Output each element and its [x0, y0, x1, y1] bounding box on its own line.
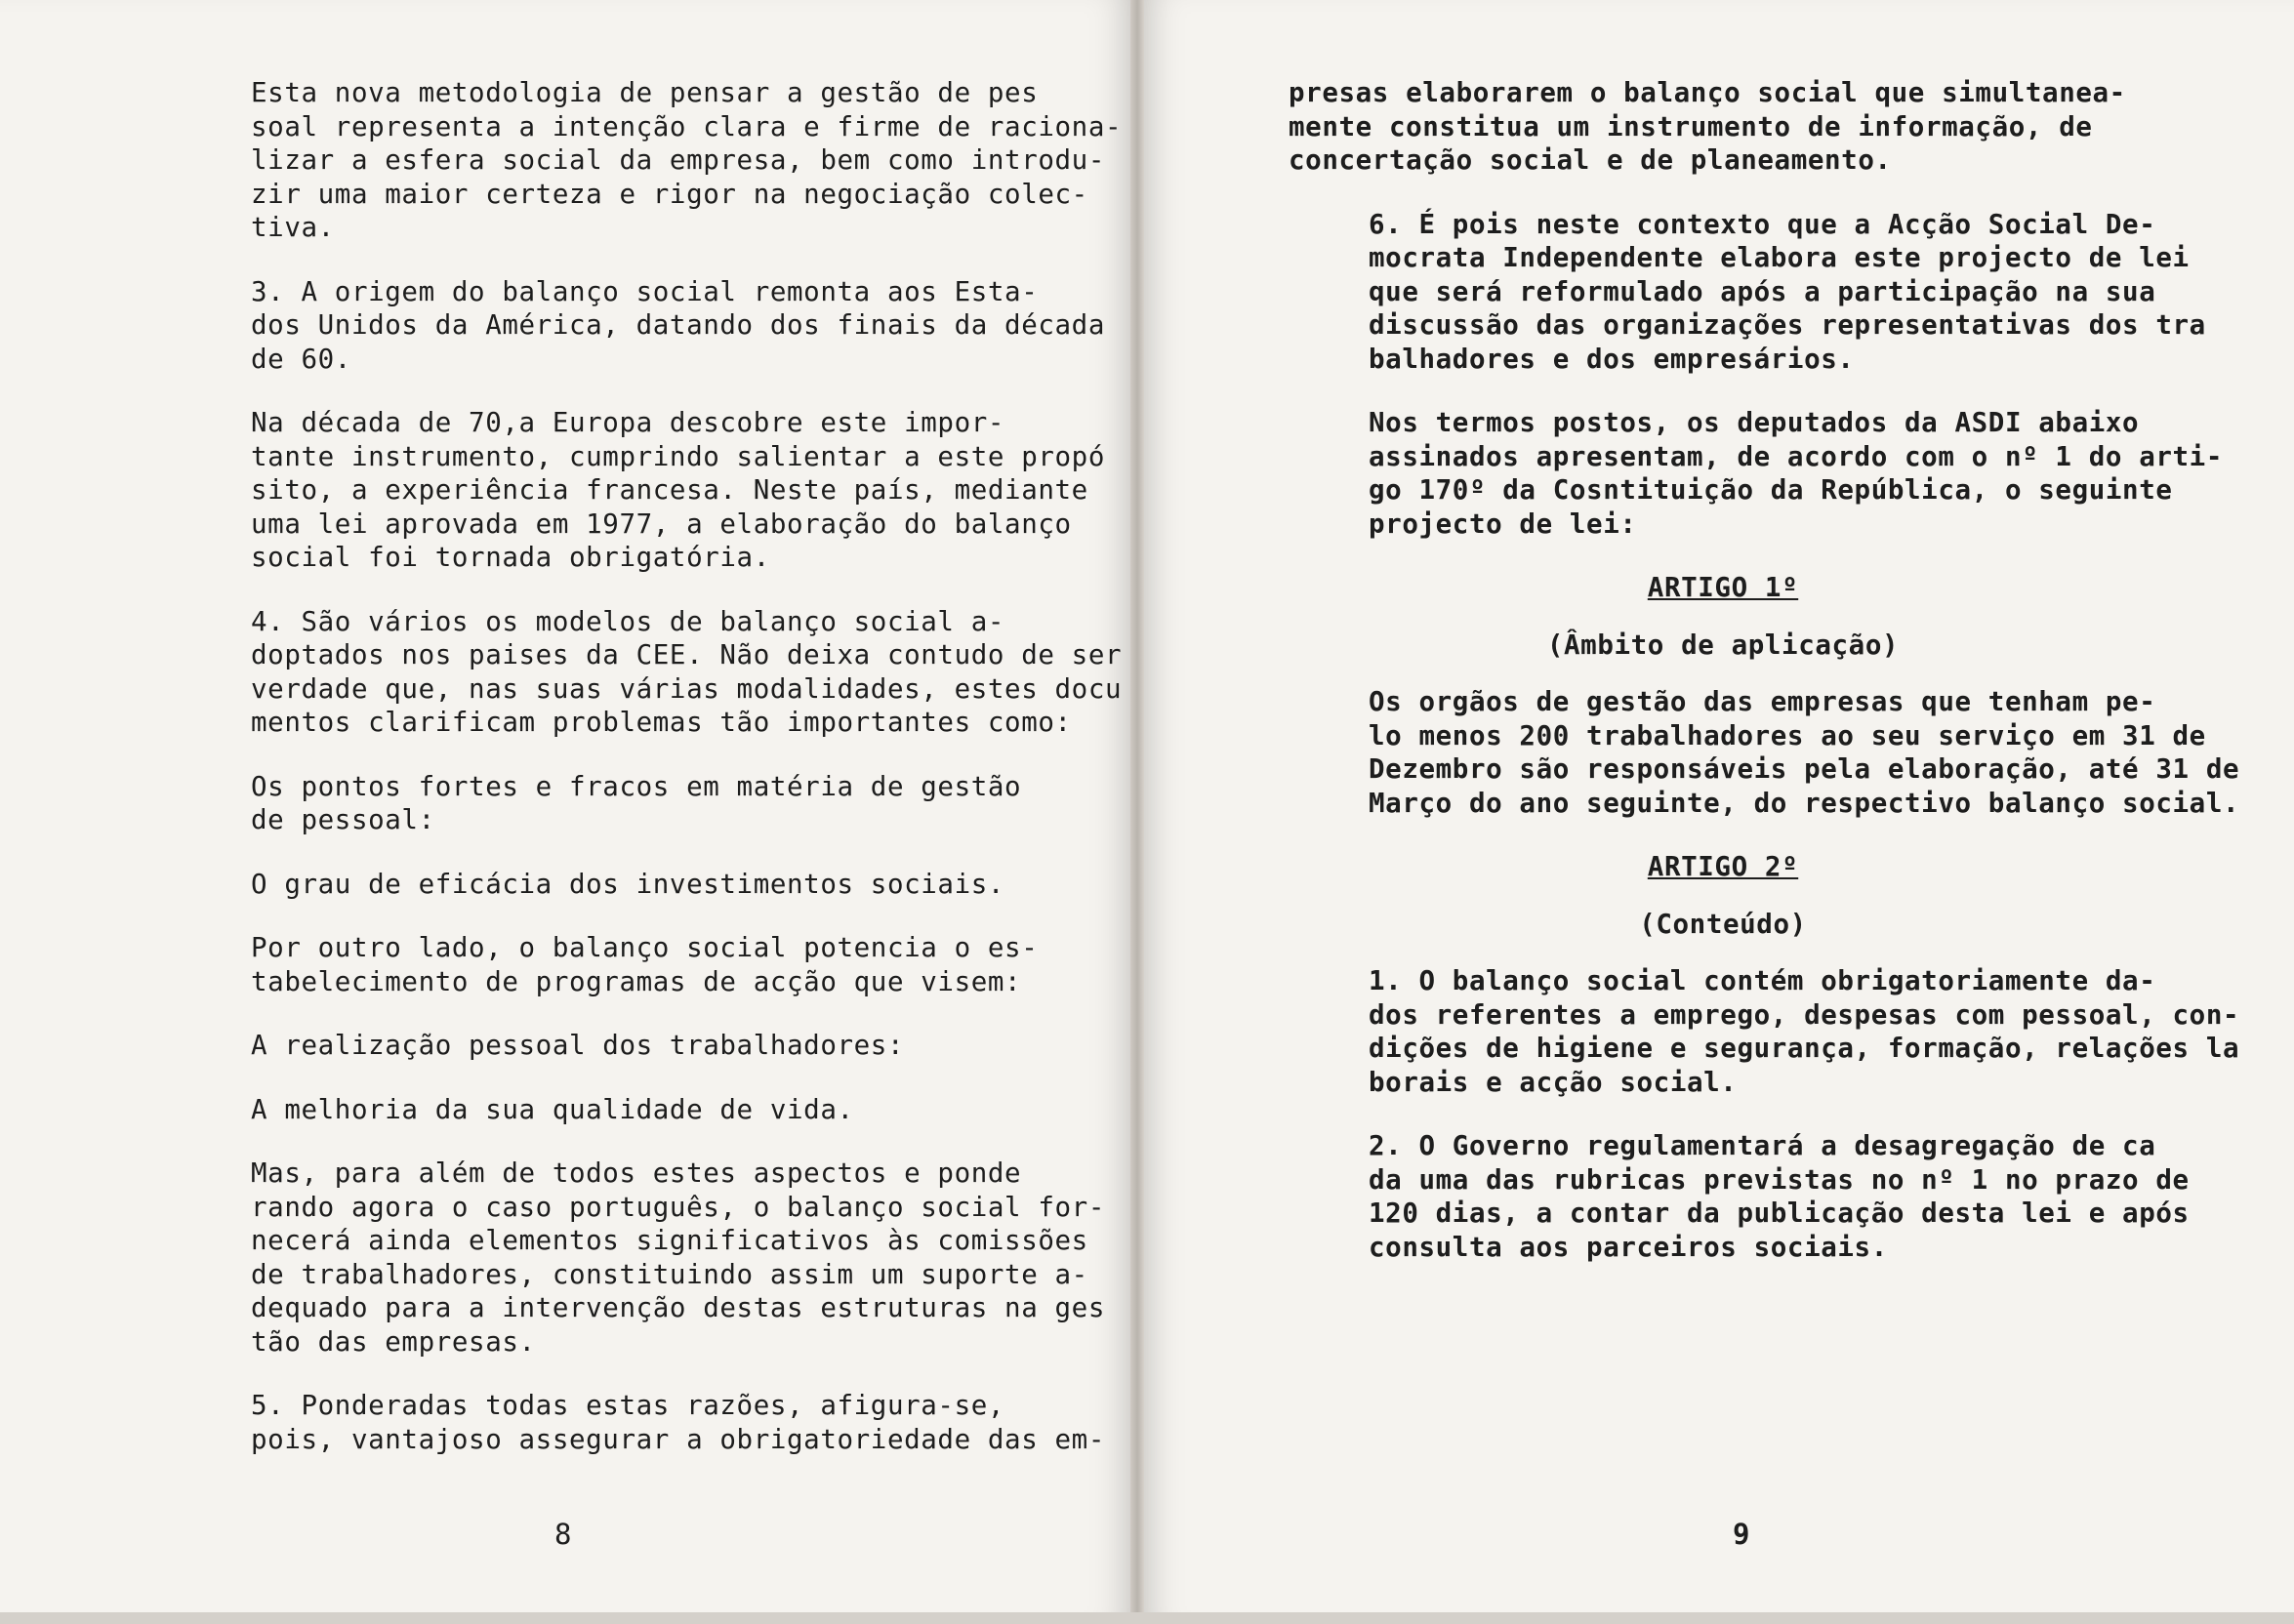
right-page	[1144, 0, 2294, 1624]
text-line: dequado para a intervenção destas estruturas na ges	[251, 1292, 1105, 1323]
text-line: A melhoria da sua qualidade de vida.	[251, 1093, 854, 1125]
article-subtitle	[1289, 908, 2157, 942]
text-line: 6. É pois neste contexto que a Acção Social De-	[1369, 208, 2156, 240]
paragraph	[171, 406, 1105, 575]
paragraph	[1289, 1129, 2190, 1264]
page-bottom-edge	[0, 1612, 2294, 1624]
text-line: lo menos 200 trabalhadores ao seu serviço em 31 de	[1369, 719, 2206, 751]
text-line: verdade que, nas suas várias modalidades, estes docu	[251, 672, 1123, 705]
text-line: dos Unidos da América, datando dos finais da década	[251, 309, 1105, 341]
text-line: lizar a esfera social da empresa, bem como introdu-	[251, 144, 1105, 176]
paragraph	[1289, 964, 2240, 1099]
text-line: de pessoal:	[251, 804, 435, 835]
text-line: dições de higiene e segurança, formação, relações la	[1369, 1033, 2240, 1064]
text-line: mocrata Independente elabora este projecto de lei	[1369, 242, 2190, 273]
text-line: 2. O Governo regulamentará a desagregação de ca	[1369, 1130, 2156, 1161]
text-line: tabelecimento de programas de acção que visem:	[251, 965, 1022, 997]
paragraph	[171, 1157, 1105, 1359]
paragraph	[1289, 685, 2240, 820]
text-line: O grau de eficácia dos investimentos sociais.	[251, 868, 1005, 900]
text-line: 1. O balanço social contém obrigatoriamente da-	[1369, 965, 2156, 996]
text-line: 120 dias, a contar da publicação desta lei e após	[1369, 1198, 2190, 1229]
heading-text: (Âmbito de aplicação)	[1546, 629, 1900, 661]
text-line: Dezembro são responsáveis pela elaboração, até 31 de	[1369, 753, 2240, 785]
text-line: borais e acção social.	[1369, 1066, 1738, 1098]
article-heading	[1289, 571, 2157, 605]
text-line: Os orgãos de gestão das empresas que tenham pe-	[1369, 686, 2156, 717]
article-subtitle	[1289, 629, 2157, 663]
text-line: assinados apresentam, de acordo com o nº 1 do arti-	[1369, 440, 2223, 472]
text-line: da uma das rubricas previstas no nº 1 no prazo de	[1369, 1163, 2190, 1196]
text-line: tante instrumento, cumprindo salientar a este propó	[251, 440, 1105, 472]
paragraph	[171, 1389, 1105, 1456]
left-page-text	[171, 76, 1123, 1486]
paragraph	[171, 76, 1123, 245]
left-page-number: 8	[554, 1518, 572, 1551]
left-page	[0, 0, 1130, 1624]
paragraph	[171, 770, 1022, 837]
text-line: Por outro lado, o balanço social potencia o es-	[251, 932, 1039, 963]
text-line: discussão das organizações representativas dos tra	[1369, 309, 2206, 341]
text-line: doptados nos paises da CEE. Não deixa contudo de ser	[251, 639, 1123, 670]
paragraph	[171, 1093, 1010, 1127]
text-line: que será reformulado após a participação na sua	[1369, 275, 2156, 307]
text-line: rando agora o caso português, o balanço social for-	[251, 1191, 1105, 1223]
right-page-number: 9	[1733, 1518, 1750, 1551]
text-line: concertação social e de planeamento.	[1289, 144, 1892, 176]
text-line: mentos clarificam problemas tão importantes como:	[251, 707, 1072, 738]
text-line: Na década de 70,a Europa descobre este impor-	[251, 407, 1005, 438]
text-line: Mas, para além de todos estes aspectos e ponde	[251, 1157, 1022, 1189]
text-line: 5. Ponderadas todas estas razões, afigura-se,	[251, 1390, 1005, 1421]
text-line: pois, vantajoso assegurar a obrigatoriedade das em-	[251, 1423, 1105, 1455]
text-line: sito, a experiência francesa. Neste país, mediante	[251, 474, 1088, 506]
text-line: balhadores e dos empresários.	[1369, 343, 1855, 375]
text-line: dos referentes a emprego, despesas com pessoal, con-	[1369, 998, 2240, 1031]
text-line: Nos termos postos, os deputados da ASDI abaixo	[1369, 407, 2140, 438]
paragraph	[171, 275, 1105, 377]
text-line: 3. A origem do balanço social remonta aos Esta-	[251, 275, 1039, 307]
text-line: 4. São vários os modelos de balanço social a-	[251, 605, 1005, 637]
text-line: Março do ano seguinte, do respectivo balanço social.	[1369, 787, 2240, 819]
text-line: social foi tornada obrigatória.	[251, 542, 770, 573]
text-line: zir uma maior certeza e rigor na negociação colec-	[251, 178, 1088, 210]
paragraph	[1289, 406, 2223, 541]
paragraph	[1289, 76, 2157, 178]
heading-text: ARTIGO 1º	[1647, 572, 1799, 603]
paragraph	[171, 605, 1123, 740]
text-line: de 60.	[251, 343, 351, 375]
text-line: Os pontos fortes e fracos em matéria de gestão	[251, 770, 1022, 802]
text-line: consulta aos parceiros sociais.	[1369, 1231, 1888, 1263]
paragraph	[171, 868, 1010, 902]
text-line: soal representa a intenção clara e firme de raciona-	[251, 110, 1123, 142]
article-heading	[1289, 850, 2157, 884]
heading-text: ARTIGO 2º	[1647, 851, 1799, 882]
text-line: tiva.	[251, 212, 335, 243]
paragraph	[1289, 208, 2206, 377]
text-line: go 170º da Cosntituição da República, o seguinte	[1369, 474, 2173, 506]
text-line: projecto de lei:	[1369, 508, 1637, 540]
right-page-text	[1289, 76, 2240, 1294]
text-line: uma lei aprovada em 1977, a elaboração do balanço	[251, 508, 1072, 540]
paragraph	[171, 1029, 1010, 1063]
heading-text: (Conteúdo)	[1639, 908, 1807, 940]
text-line: Esta nova metodologia de pensar a gestão de pes	[251, 77, 1039, 108]
book-gutter	[1130, 0, 1144, 1624]
text-line: tão das empresas.	[251, 1325, 536, 1358]
text-line: A realização pessoal dos trabalhadores:	[251, 1030, 905, 1061]
text-line: mente constitua um instrumento de informação, de	[1289, 110, 2093, 142]
text-line: de trabalhadores, constituindo assim um suporte a-	[251, 1258, 1088, 1290]
text-line: necerá ainda elementos significativos às comissões	[251, 1225, 1088, 1256]
text-line: presas elaborarem o balanço social que simultanea-	[1289, 77, 2126, 108]
paragraph	[171, 931, 1039, 998]
